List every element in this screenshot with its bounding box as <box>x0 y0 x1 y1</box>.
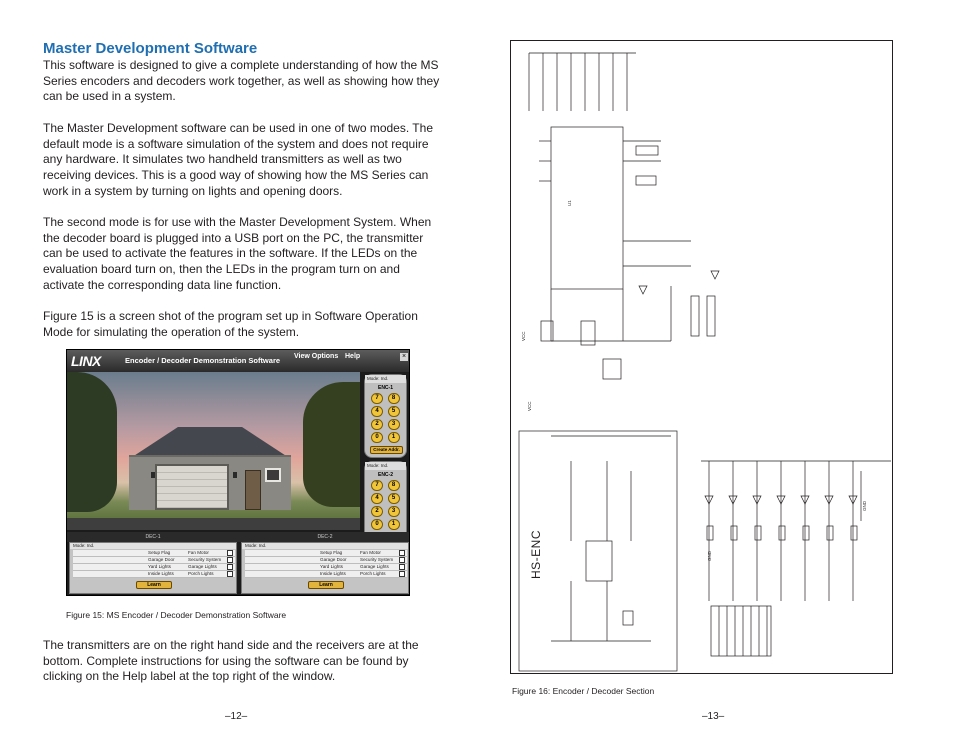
encoder-mode-tab[interactable]: Mode: Ind. <box>365 375 406 383</box>
figure-16-caption: Figure 16: Encoder / Decoder Section <box>512 686 655 696</box>
function-label: Inside Lights <box>148 571 174 576</box>
encoder-mode-tab[interactable]: Mode: Ind. <box>365 462 406 470</box>
function-label: Porch Lights <box>360 571 386 576</box>
page-heading: Master Development Software <box>43 40 258 57</box>
decoder-mode-tab[interactable]: Mode: Ind. <box>70 543 236 549</box>
decoder-bar: DEC-1 <box>67 532 239 542</box>
encoder-key[interactable]: 1 <box>388 432 400 443</box>
encoder-panel-1 <box>364 374 407 458</box>
app-header <box>67 350 409 372</box>
function-label: Security System <box>188 557 222 562</box>
page-number-left: –12– <box>225 711 248 722</box>
encoder-key[interactable]: 7 <box>371 480 383 491</box>
function-label: Garage Door <box>148 557 175 562</box>
decoder-row <box>73 564 235 571</box>
encoder-key[interactable]: 7 <box>371 393 383 404</box>
close-icon[interactable]: × <box>401 353 407 360</box>
decoder-row <box>73 571 235 578</box>
encoder-key[interactable]: 8 <box>388 480 400 491</box>
function-checkbox[interactable] <box>227 571 233 577</box>
svg-text:GND: GND <box>707 551 712 561</box>
schematic-drawing <box>511 41 894 675</box>
function-label: Fan Motor <box>188 550 209 555</box>
house-roof <box>121 427 299 455</box>
hs-enc-label: HS-ENC <box>529 529 543 579</box>
function-label: Garage Door <box>320 557 347 562</box>
function-label: Inside Lights <box>320 571 346 576</box>
decoder-mode-tab[interactable]: Mode: Ind. <box>242 543 408 549</box>
encoder-label: ENC-1 <box>377 385 393 391</box>
figure-15-caption: Figure 15: MS Encoder / Decoder Demonstration Software <box>66 610 287 620</box>
function-label: Setup Flag <box>320 550 343 555</box>
decoder-row <box>73 550 235 557</box>
encoder-keypad <box>371 480 402 530</box>
function-checkbox[interactable] <box>227 550 233 556</box>
paragraph-figure-ref: Figure 15 is a screen shot of the program set up in Software Operation Mode for simulating the operation of the system. <box>43 309 418 339</box>
function-label: Setup Flag <box>148 550 171 555</box>
tree-left <box>67 372 117 512</box>
front-door <box>245 470 261 510</box>
wall-light-icon <box>151 472 155 478</box>
menu-help[interactable]: Help <box>345 353 361 360</box>
function-label: Fan Motor <box>360 550 381 555</box>
svg-text:VCC: VCC <box>527 401 532 411</box>
decoder-bar: DEC-2 <box>239 532 410 542</box>
menu-view-options[interactable]: View Options <box>294 353 339 360</box>
decoder-row <box>245 557 407 564</box>
decoder-row <box>245 550 407 557</box>
learn-button[interactable]: Learn <box>308 581 344 589</box>
create-addr-button[interactable]: Create Addr. <box>370 446 403 454</box>
function-label: Yard Lights <box>320 564 343 569</box>
paragraph-intro: This software is designed to give a complete understanding of how the MS Series encoders and decoders work together, as well as showing how they can be used in a system. <box>43 58 440 104</box>
function-checkbox[interactable] <box>399 550 405 556</box>
encoder-key[interactable]: 4 <box>371 406 383 417</box>
svg-text:GND: GND <box>862 501 867 511</box>
house-scene <box>67 372 360 530</box>
encoder-key[interactable]: 2 <box>371 506 383 517</box>
function-label: Porch Lights <box>188 571 214 576</box>
decoder-row <box>73 557 235 564</box>
encoder-key[interactable]: 0 <box>371 432 383 443</box>
function-label: Garage Lights <box>360 564 389 569</box>
decoder-panel-2 <box>241 542 409 594</box>
function-checkbox[interactable] <box>399 557 405 563</box>
decoder-row <box>245 564 407 571</box>
encoder-key[interactable]: 3 <box>388 419 400 430</box>
encoder-keypad <box>371 393 402 443</box>
paragraph-instructions: The transmitters are on the right hand side and the receivers are at the bottom. Complete instructions for using the software can be found by clicking on the Help label at the top right of the window. <box>43 638 419 684</box>
encoder-key[interactable]: 5 <box>388 406 400 417</box>
page-number-right: –13– <box>702 711 725 722</box>
encoder-key[interactable]: 2 <box>371 419 383 430</box>
function-label: Security System <box>360 557 394 562</box>
svg-text:U1: U1 <box>567 200 572 206</box>
encoder-decoder-schematic <box>510 40 893 674</box>
function-checkbox[interactable] <box>399 564 405 570</box>
function-checkbox[interactable] <box>227 557 233 563</box>
encoder-key[interactable]: 0 <box>371 519 383 530</box>
garage-door[interactable] <box>155 464 229 510</box>
decoder-function-list <box>245 550 407 578</box>
function-label: Garage Lights <box>188 564 217 569</box>
tree-right <box>303 382 360 507</box>
right-page <box>477 0 954 738</box>
decoder-row <box>245 571 407 578</box>
function-checkbox[interactable] <box>227 564 233 570</box>
road <box>67 518 360 530</box>
encoder-key[interactable]: 4 <box>371 493 383 504</box>
encoder-key[interactable]: 5 <box>388 493 400 504</box>
decoder-panel-1 <box>69 542 237 594</box>
paragraph-second-mode: The second mode is for use with the Master Development System. When the decoder board is plugged into a USB port on the PC, the transmitter can be used to activate the features in the software. If the LEDs on the evaluation board turn on, then the LEDs in the program turn on and activate the corresponding data line function. <box>43 215 432 292</box>
software-screenshot <box>66 349 410 596</box>
paragraph-modes: The Master Development software can be used in one of two modes. The default mode is a software simulation of the system and does not require any hardware. It simulates two handheld transmitters as well as two receiving devices. This is a good way of showing how the MS Series can work in a system by turning on lights and opening doors. <box>43 121 433 198</box>
function-checkbox[interactable] <box>399 571 405 577</box>
encoder-label: ENC-2 <box>377 472 393 478</box>
encoder-key[interactable]: 3 <box>388 506 400 517</box>
decoder-function-list <box>73 550 235 578</box>
wall-light-icon <box>233 472 237 478</box>
learn-button[interactable]: Learn <box>136 581 172 589</box>
encoder-key[interactable]: 8 <box>388 393 400 404</box>
encoder-key[interactable]: 1 <box>388 519 400 530</box>
svg-text:VCC: VCC <box>521 331 526 341</box>
linx-logo: LINX <box>71 353 101 369</box>
house-window <box>265 468 281 482</box>
function-label: Yard Lights <box>148 564 171 569</box>
app-title: Encoder / Decoder Demonstration Software <box>125 356 281 365</box>
